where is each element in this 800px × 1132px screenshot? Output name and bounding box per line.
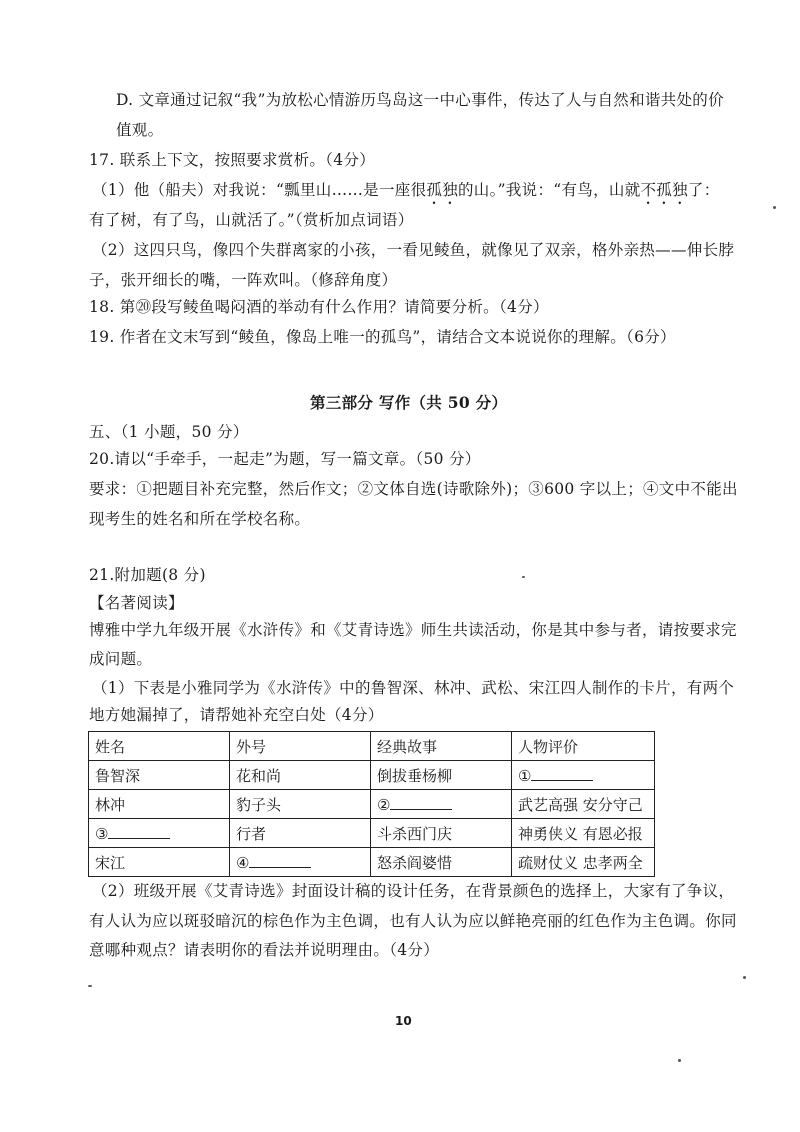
q17-stem: 17. 联系上下文，按照要求赏析。（4分） <box>89 151 375 169</box>
table-cell: 神勇侠义 有恩必报 <box>512 819 655 848</box>
q18-text: 18. 第⑳段写鲮鱼喝闷酒的举动有什么作用？请简要分析。（4分） <box>89 298 549 316</box>
table-cell: 宋江 <box>89 848 230 877</box>
table-header-row <box>89 732 655 761</box>
answer-blank[interactable] <box>390 795 452 810</box>
header-name: 姓名 <box>89 732 230 761</box>
table-cell: 怒杀阎婆惜 <box>371 848 512 877</box>
q21-title: 21.附加题(8 分) <box>89 566 206 584</box>
answer-blank[interactable] <box>531 766 593 781</box>
page-number: 10 <box>395 1014 412 1028</box>
table-cell: 武艺高强 安分守己 <box>512 790 655 819</box>
table-cell: 斗杀西门庆 <box>371 819 512 848</box>
emphasized-word-1: 孤独 <box>426 181 458 199</box>
scan-speck <box>88 985 92 987</box>
table-cell: 疏财仗义 忠孝两全 <box>512 848 655 877</box>
scan-speck <box>678 1059 681 1062</box>
table-cell: 林冲 <box>89 790 230 819</box>
blank-cell-3[interactable]: ③ <box>89 819 230 848</box>
q21-item2-line2: 有人认为应以斑驳暗沉的棕色作为主色调，也有人认为应以鲜艳亮丽的红色作为主色调。你同 <box>89 912 737 930</box>
q21-item2-line1: （2）班级开展《艾青诗选》封面设计稿的设计任务，在背景颜色的选择上，大家有了争议， <box>92 882 735 900</box>
q21-item1-line1: （1）下表是小雅同学为《水浒传》中的鲁智深、林冲、武松、宋江四人制作的卡片，有两个 <box>92 679 735 697</box>
table-cell: 行者 <box>230 819 371 848</box>
q16-option-d-line1: D. 文章通过记叙“我”为放松心情游历鸟岛这一中心事件，传达了人与自然和谐共处的价 <box>116 91 724 109</box>
q16-option-d-line2: 值观。 <box>116 121 164 139</box>
table-row <box>89 819 655 848</box>
part3-section: 五、（1 小题，50 分） <box>89 423 249 441</box>
table-cell: 倒拔垂杨柳 <box>371 761 512 790</box>
header-story: 经典故事 <box>371 732 512 761</box>
header-nickname: 外号 <box>230 732 371 761</box>
blank-cell-4[interactable]: ④ <box>230 848 371 877</box>
part3-title: 第三部分 写作（共 50 分） <box>310 393 508 412</box>
blank-cell-1[interactable]: ① <box>512 761 655 790</box>
scan-speck <box>773 206 776 209</box>
table-row <box>89 848 655 877</box>
q20-req-line2: 现考生的姓名和所在学校名称。 <box>89 510 311 528</box>
table-row <box>89 790 655 819</box>
q21-tag: 【名著阅读】 <box>89 594 184 612</box>
q21-item1-line2: 地方她漏掉了，请帮她补充空白处（4分） <box>89 706 384 724</box>
table-cell: 豹子头 <box>230 790 371 819</box>
q17-item1-line1: （1）他（船夫）对我说：“瓢里山……是一座很孤独的山。”我说：“有鸟，山就不孤独了： <box>92 181 720 199</box>
q17-item1-line2: 有了树，有了鸟，山就活了。”（赏析加点词语） <box>89 211 414 229</box>
table-cell: 花和尚 <box>230 761 371 790</box>
q21-item2-line3: 意哪种观点？请表明你的看法并说明理由。（4分） <box>89 941 440 959</box>
q19-text: 19. 作者在文末写到“鲮鱼，像岛上唯一的孤鸟”，请结合文本说说你的理解。（6分） <box>89 328 676 346</box>
q20-req-line1: 要求：①把题目补充完整，然后作文；②文体自选(诗歌除外)；③600 字以上；④文中不能出 <box>89 480 738 498</box>
q21-intro-line1: 博雅中学九年级开展《水浒传》和《艾青诗选》师生共读活动，你是其中参与者，请按要求完 <box>89 621 737 639</box>
answer-blank[interactable] <box>108 824 170 839</box>
blank-cell-2[interactable]: ② <box>371 790 512 819</box>
q21-intro-line2: 成问题。 <box>89 650 153 668</box>
emphasized-word-2: 不孤独 <box>640 181 688 199</box>
scan-speck <box>743 976 746 979</box>
answer-blank[interactable] <box>249 853 311 868</box>
character-card-table <box>88 731 655 877</box>
header-evaluation: 人物评价 <box>512 732 655 761</box>
q20-prompt: 20.请以“手牵手，一起走”为题，写一篇文章。（50 分） <box>89 450 481 468</box>
q17-item2-line2: 子，张开细长的嘴，一阵欢叫。（修辞角度） <box>89 271 398 289</box>
table-cell: 鲁智深 <box>89 761 230 790</box>
scan-speck <box>522 576 525 578</box>
table-row <box>89 761 655 790</box>
q17-item2-line1: （2）这四只鸟，像四个失群离家的小孩，一看见鲮鱼，就像见了双亲，格外亲热——伸长脖 <box>92 241 735 259</box>
